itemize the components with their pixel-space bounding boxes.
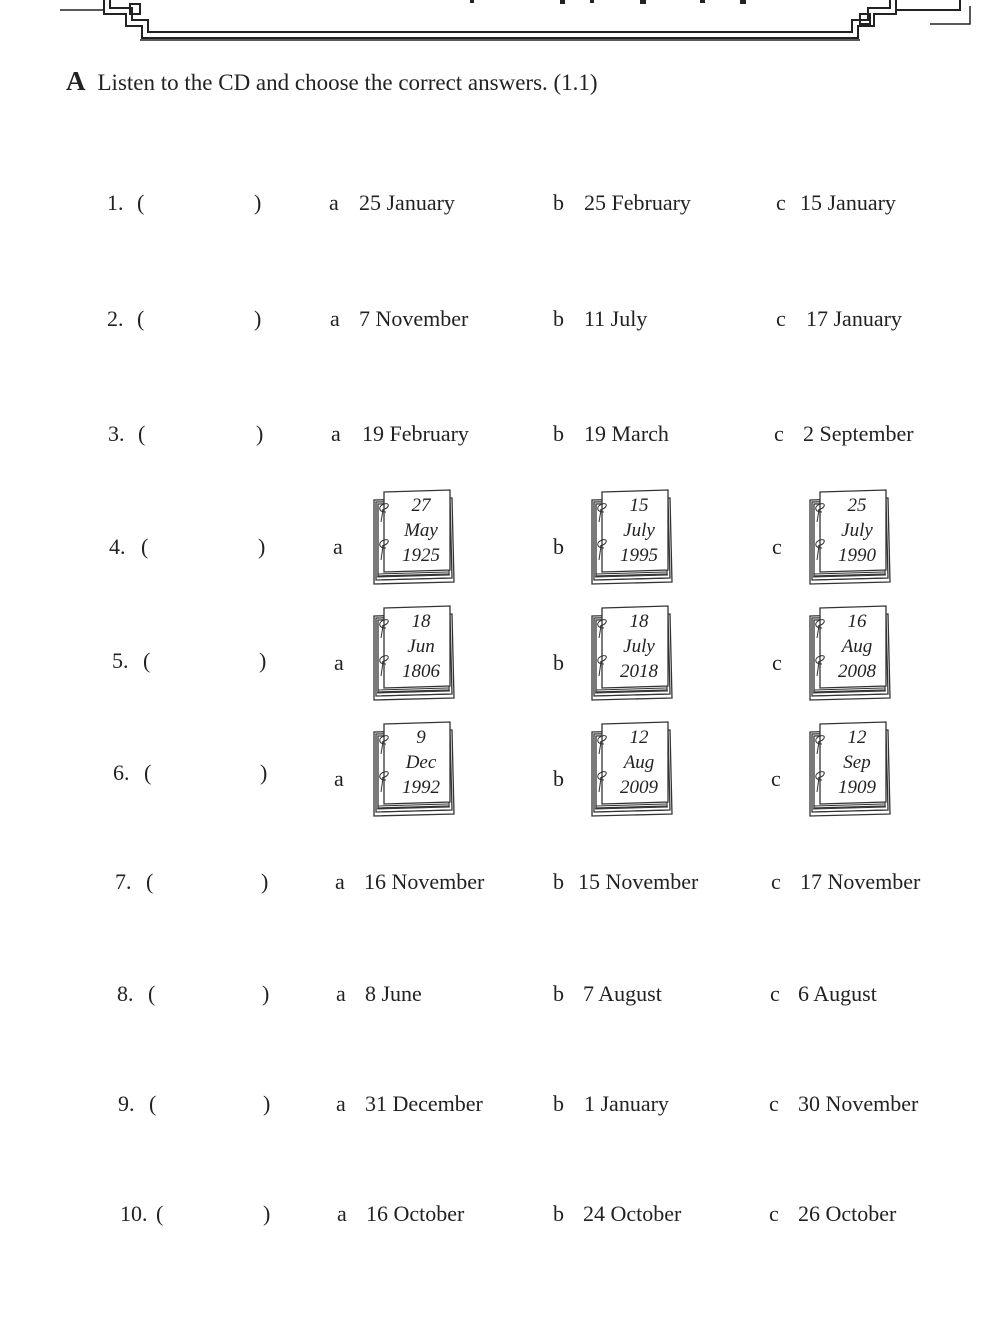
calendar-day: 16	[847, 611, 867, 632]
option-text[interactable]: 15 November	[578, 869, 699, 894]
answer-blank[interactable]	[155, 534, 254, 560]
calendar-month: Dec	[405, 752, 437, 773]
option-label[interactable]: a	[335, 869, 345, 894]
calendar-icon[interactable]	[368, 490, 456, 586]
calendar-month: Sep	[843, 752, 871, 773]
calendar-day: 12	[847, 727, 867, 748]
answer-paren-close: )	[254, 306, 262, 331]
option-text[interactable]: 2 September	[803, 421, 914, 446]
answer-blank[interactable]	[162, 981, 258, 1007]
option-label[interactable]: b	[553, 534, 564, 559]
question-number: 9.	[118, 1091, 135, 1116]
section-instruction: Listen to the CD and choose the correct answers. (1.1)	[97, 70, 598, 95]
question-number: 4.	[109, 534, 126, 559]
answer-paren-close: )	[263, 1201, 271, 1226]
calendar-day: 9	[416, 727, 426, 748]
calendar-day: 12	[629, 727, 649, 748]
option-text[interactable]: 7 August	[583, 981, 662, 1006]
calendar-icon[interactable]	[368, 606, 456, 702]
calendar-year: 1909	[838, 777, 876, 798]
option-text[interactable]: 19 March	[584, 421, 669, 446]
calendar-day: 18	[411, 611, 431, 632]
answer-paren-open: (	[156, 1201, 164, 1226]
question-number: 5.	[112, 648, 129, 673]
answer-paren-close: )	[260, 760, 268, 785]
option-text[interactable]: 19 February	[362, 421, 469, 446]
option-text[interactable]: 16 October	[366, 1201, 465, 1226]
answer-blank[interactable]	[151, 190, 250, 216]
option-text[interactable]: 25 February	[584, 190, 691, 215]
calendar-year: 1992	[402, 777, 440, 798]
option-label[interactable]: c	[769, 1201, 779, 1226]
calendar-year: 1990	[838, 545, 876, 566]
answer-paren-close: )	[259, 648, 267, 673]
answer-blank[interactable]	[152, 421, 252, 447]
calendar-icon[interactable]	[586, 722, 674, 818]
option-text[interactable]: 17 November	[800, 869, 921, 894]
calendar-month: Aug	[623, 752, 655, 773]
answer-paren-close: )	[256, 421, 264, 446]
section-heading	[66, 66, 598, 97]
option-label[interactable]: b	[553, 421, 564, 446]
question-number: 3.	[108, 421, 125, 446]
option-text[interactable]: 8 June	[365, 981, 422, 1006]
calendar-month: July	[623, 636, 655, 657]
section-letter: A	[66, 66, 86, 96]
calendar-month: July	[623, 520, 655, 541]
answer-paren-open: (	[148, 981, 156, 1006]
answer-paren-close: )	[254, 190, 262, 215]
option-text[interactable]: 26 October	[798, 1201, 897, 1226]
answer-paren-close: )	[263, 1091, 271, 1116]
option-label[interactable]: b	[553, 306, 564, 331]
option-label[interactable]: a	[331, 421, 341, 446]
question-number: 6.	[113, 760, 130, 785]
option-label[interactable]: a	[334, 650, 344, 675]
option-label[interactable]: b	[553, 1201, 564, 1226]
option-label[interactable]: a	[336, 981, 346, 1006]
option-label[interactable]: b	[553, 869, 564, 894]
question-number: 2.	[107, 306, 124, 331]
calendar-day: 25	[847, 495, 867, 516]
calendar-icon[interactable]	[804, 722, 892, 818]
answer-paren-close: )	[262, 981, 270, 1006]
option-label[interactable]: b	[553, 190, 564, 215]
option-text[interactable]: 11 July	[584, 306, 648, 331]
calendar-year: 2009	[620, 777, 658, 798]
calendar-icon[interactable]	[586, 490, 674, 586]
option-text[interactable]: 1 January	[584, 1091, 669, 1116]
answer-paren-open: (	[146, 869, 154, 894]
calendar-month: Aug	[841, 636, 873, 657]
answer-paren-open: (	[143, 648, 151, 673]
calendar-year: 2008	[838, 661, 876, 682]
option-label[interactable]: c	[772, 534, 782, 559]
option-text[interactable]: 7 November	[359, 306, 469, 331]
calendar-year: 1806	[402, 661, 440, 682]
calendar-month: May	[404, 520, 438, 541]
question-number: 10.	[120, 1201, 148, 1226]
option-label[interactable]: c	[776, 306, 786, 331]
option-label[interactable]: a	[333, 534, 343, 559]
option-text[interactable]: 31 December	[365, 1091, 483, 1116]
question-number: 7.	[115, 869, 132, 894]
option-label[interactable]: a	[336, 1091, 346, 1116]
option-label[interactable]: b	[553, 1091, 564, 1116]
calendar-year: 1995	[620, 545, 658, 566]
option-text[interactable]: 16 November	[364, 869, 485, 894]
answer-paren-open: (	[144, 760, 152, 785]
option-label[interactable]: c	[776, 190, 786, 215]
option-label[interactable]: b	[553, 766, 564, 791]
option-label[interactable]: c	[771, 869, 781, 894]
calendar-month: Jun	[407, 636, 435, 657]
answer-paren-close: )	[258, 534, 266, 559]
answer-paren-open: (	[137, 306, 145, 331]
question-number: 1.	[107, 190, 124, 215]
option-label[interactable]: c	[769, 1091, 779, 1116]
option-label[interactable]: c	[770, 981, 780, 1006]
option-label[interactable]: a	[329, 190, 339, 215]
option-label[interactable]: a	[330, 306, 340, 331]
option-label[interactable]: c	[774, 421, 784, 446]
option-text[interactable]: 15 January	[800, 190, 896, 215]
option-label[interactable]: a	[337, 1201, 347, 1226]
calendar-icon[interactable]	[368, 722, 456, 818]
option-text[interactable]: 24 October	[583, 1201, 682, 1226]
calendar-year: 1925	[402, 545, 440, 566]
calendar-day: 27	[411, 495, 431, 516]
answer-paren-open: (	[137, 190, 145, 215]
option-text[interactable]: 6 August	[798, 981, 877, 1006]
calendar-month: July	[841, 520, 873, 541]
answer-blank[interactable]	[158, 760, 256, 786]
header-frame	[0, 0, 1000, 48]
answer-paren-open: (	[141, 534, 149, 559]
answer-blank[interactable]	[160, 869, 257, 895]
option-text[interactable]: 17 January	[806, 306, 902, 331]
calendar-year: 2018	[620, 661, 658, 682]
question-number: 8.	[117, 981, 134, 1006]
option-label[interactable]: b	[553, 981, 564, 1006]
calendar-day: 15	[629, 495, 649, 516]
calendar-icon[interactable]	[586, 606, 674, 702]
answer-blank[interactable]	[163, 1091, 259, 1117]
option-text[interactable]: 30 November	[798, 1091, 919, 1116]
calendar-day: 18	[629, 611, 649, 632]
option-text[interactable]: 25 January	[359, 190, 455, 215]
answer-paren-open: (	[149, 1091, 157, 1116]
calendar-icon[interactable]	[804, 490, 892, 586]
option-label[interactable]: c	[771, 766, 781, 791]
answer-paren-close: )	[261, 869, 269, 894]
option-label[interactable]: c	[772, 650, 782, 675]
calendar-icon[interactable]	[804, 606, 892, 702]
answer-blank[interactable]	[170, 1201, 259, 1227]
option-label[interactable]: b	[553, 650, 564, 675]
answer-blank[interactable]	[151, 306, 250, 332]
option-label[interactable]: a	[334, 766, 344, 791]
answer-blank[interactable]	[157, 648, 255, 674]
answer-paren-open: (	[138, 421, 146, 446]
